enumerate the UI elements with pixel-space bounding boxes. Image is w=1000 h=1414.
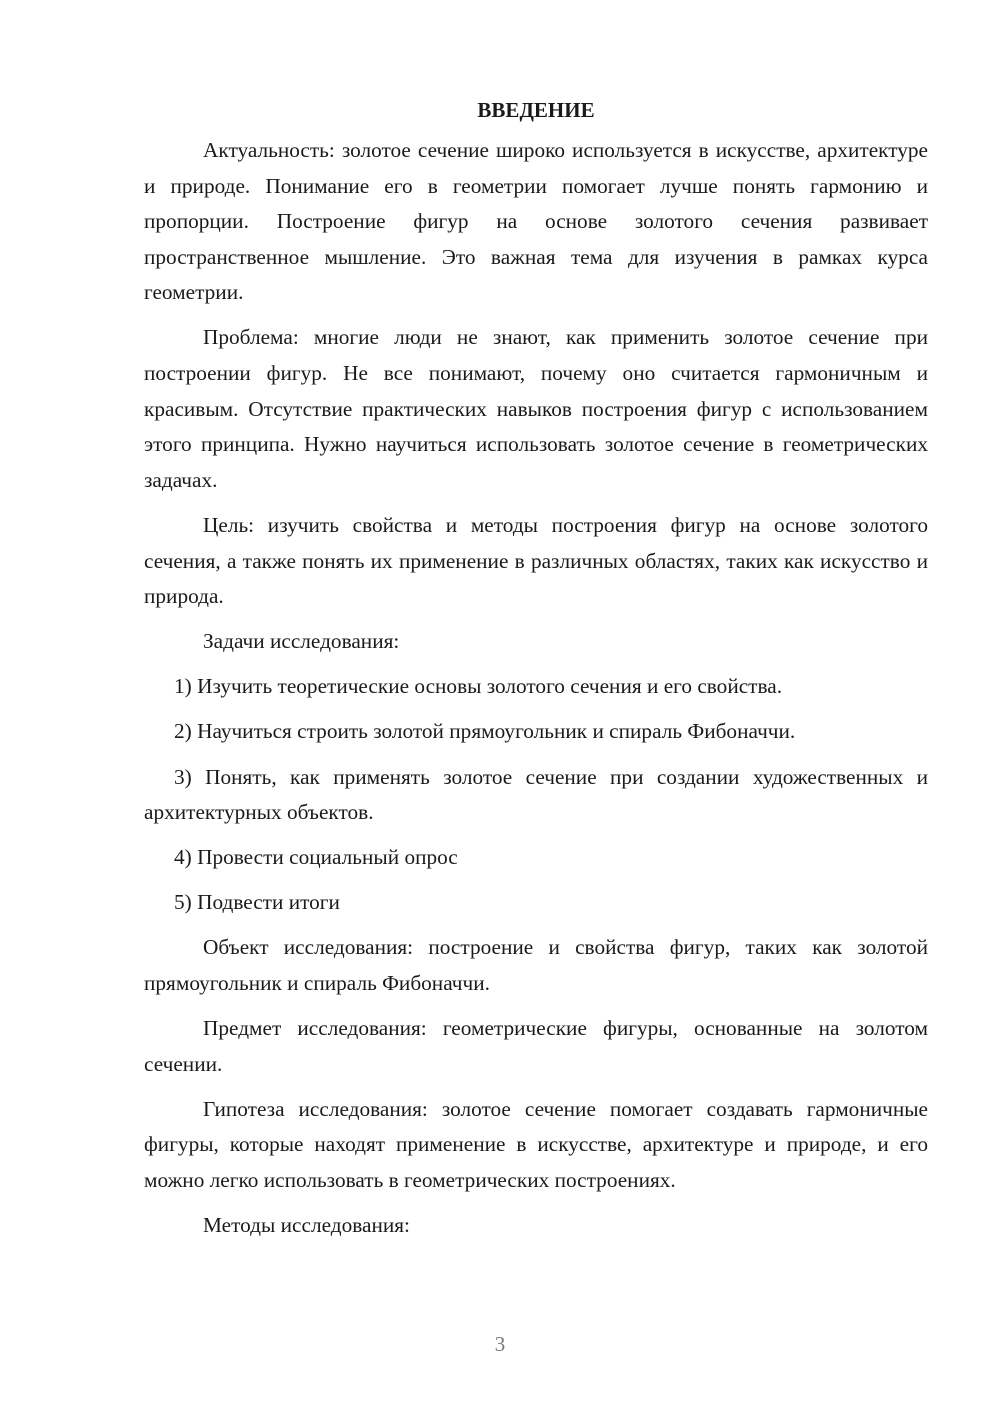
page-number: 3 bbox=[494, 1332, 506, 1356]
task-item-2: 2) Научиться строить золотой прямоугольник и спираль Фибоначчи. bbox=[174, 719, 796, 744]
task-item-4: 4) Провести социальный опрос bbox=[174, 845, 458, 870]
object-paragraph: Объект исследования: построение и свойства фигур, таких как золотой прямоугольник и спираль Фибоначчи. bbox=[144, 935, 928, 995]
relevance-paragraph: Актуальность: золотое сечение широко используется в искусстве, архитектуре и природе. Понимание его в геометрии помогает лучше понять гармонию и пропорции. Построение фигур на основе золотого сечения развивает пространственное мышление. Это важная тема для изучения в рамках курса геометрии. bbox=[144, 138, 928, 305]
problem-paragraph: Проблема: многие люди не знают, как применить золотое сечение при построении фигур. Не все понимают, почему оно считается гармоничным и красивым. Отсутствие практических навыков построения фигур с использованием этого принципа. Нужно научиться использовать золотое сечение в геометрических задачах. bbox=[144, 325, 928, 492]
hypothesis-paragraph: Гипотеза исследования: золотое сечение помогает создавать гармоничные фигуры, которые находят применение в искусстве, архитектуре и природе, и его можно легко использовать в геометрических построениях. bbox=[144, 1096, 928, 1192]
task-item-5: 5) Подвести итоги bbox=[174, 890, 340, 915]
document-page bbox=[144, 95, 928, 1253]
task-item-1: 1) Изучить теоретические основы золотого сечения и его свойства. bbox=[174, 674, 783, 699]
goal-paragraph: Цель: изучить свойства и методы построения фигур на основе золотого сечения, а также понять их применение в различных областях, таких как искусство и природа. bbox=[144, 512, 928, 609]
tasks-heading: Задачи исследования: bbox=[203, 629, 400, 654]
methods-heading: Методы исследования: bbox=[203, 1213, 410, 1238]
page-title: ВВЕДЕНИЕ bbox=[477, 98, 595, 122]
subject-paragraph: Предмет исследования: геометрические фигуры, основанные на золотом сечении. bbox=[144, 1016, 928, 1076]
task-item-3: 3) Понять, как применять золотое сечение при создании художественных и архитектурных объектов. bbox=[144, 764, 928, 825]
